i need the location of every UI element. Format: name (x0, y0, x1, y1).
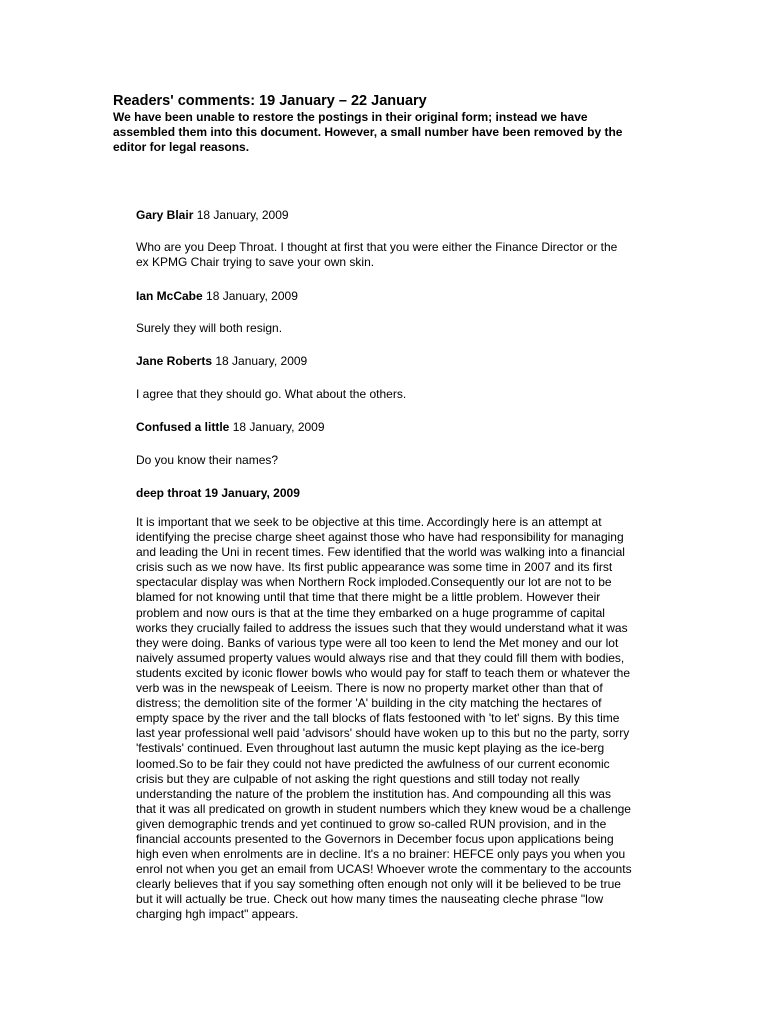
comment-line: charging hgh impact" appears. (136, 907, 299, 922)
comment-body (136, 515, 632, 923)
comment-line: crisis such as we now have. Its first public appearance was some time in 2007 and its first (136, 560, 613, 575)
comment-header (136, 486, 300, 501)
comment-line: understanding the nature of the problem the institution has. And compounding all this was (136, 786, 611, 801)
comment-line: naively assumed property values would always rise and that they could fill them with bodies, (136, 650, 625, 665)
comment-line: It is important that we seek to be objective at this time. Accordingly here is an attempt at (136, 515, 602, 529)
comment-line: last year professional well paid 'advisors' should have woken up to this but no the party, sorry (136, 726, 630, 741)
comment-author: Jane Roberts (136, 354, 213, 368)
comment-line: clearly believes that if you say something often enough not only will it be believed to be true (136, 877, 621, 892)
intro-line: editor for legal reasons. (113, 140, 250, 154)
comment-date: 18 January, 2009 (232, 420, 325, 434)
comment-line: financial accounts presented to the Governors in December focus upon applications being (136, 831, 614, 846)
comment-header (136, 208, 289, 223)
comment-header (136, 420, 325, 435)
comment-line: Surely they will both resign. (136, 321, 283, 335)
comment-line: crisis but they are culpable of not asking the right questions and still today not really (136, 771, 580, 786)
comment-line: students excited by iconic flower bowls who would pay for staff to teach them or whatever the (136, 665, 631, 680)
comment-body (136, 240, 617, 270)
intro-line: We have been unable to restore the postings in their original form; instead we have (113, 110, 588, 124)
comment-line: high even when enrolments are in decline. It's a no brainer: HEFCE only pays you when you (136, 847, 626, 862)
comment-line: ex KPMG Chair trying to save your own skin. (136, 255, 375, 270)
comment-line: works they crucially failed to address the issues such that they would understand what it was (136, 620, 628, 635)
comment-body (136, 321, 282, 336)
comment-author: Confused a little (136, 420, 230, 434)
comment-line: that it was all predicated on growth in student numbers which they knew woud be a challenge (136, 801, 631, 816)
intro-line: assembled them into this document. However, a small number have been removed by the (113, 125, 623, 139)
page-title: Readers' comments: 19 January – 22 January (113, 93, 427, 109)
comment-line: but it will actually be true. Check out how many times the nauseating cleche phrase "low (136, 892, 604, 907)
comment-line: verb was in the newspeak of Leeism. There is now no property market other than that of (136, 681, 603, 696)
comment-author: Ian McCabe (136, 289, 203, 303)
comment-header (136, 354, 307, 369)
comment-line: blamed for not knowing until that time that there might be a little problem. However their (136, 590, 601, 605)
comment-line: identifying the precise charge sheet against those who have had responsibility for managing (136, 530, 624, 545)
comment-date: 18 January, 2009 (215, 354, 308, 368)
comment-body (136, 387, 406, 402)
comment-line: I agree that they should go. What about the others. (136, 387, 407, 401)
comment-date: 19 January, 2009 (204, 486, 300, 500)
comment-date: 18 January, 2009 (196, 208, 289, 222)
comment-line: given demographic trends and yet continued to grow so-called RUN provision, and in the (136, 816, 607, 831)
comment-line: Who are you Deep Throat. I thought at first that you were either the Finance Director or the (136, 240, 618, 254)
comment-line: they were doing. Banks of various type were all too keen to lend the Met money and our lot (136, 635, 619, 650)
comment-line: empty space by the river and the tall blocks of flats festooned with 'to let' signs. By this time (136, 711, 620, 726)
comment-author: deep throat (136, 486, 202, 500)
comment-date: 18 January, 2009 (206, 289, 298, 303)
comment-line: and leading the Uni in recent times. Few identified that the world was walking into a financial (136, 545, 625, 560)
comment-line: spectacular display was when Northern Rock imploded.Consequently our lot are not to be (136, 575, 612, 590)
comment-line: Do you know their names? (136, 453, 279, 467)
intro-note (113, 110, 663, 155)
comment-line: problem and now ours is that at the time they embarked on a huge programme of capital (136, 605, 605, 620)
comment-line: loomed.So to be fair they could not have predicted the awfulness of our current economic (136, 756, 610, 771)
comment-line: enrol not when you get an email from UCAS! Whoever wrote the commentary to the accounts (136, 862, 632, 877)
comment-header (136, 289, 298, 304)
comment-line: 'festivals' continued. Even throughout last autumn the music kept playing as the ice-berg (136, 741, 605, 756)
comment-body (136, 453, 278, 468)
comment-line: distress; the demolition site of the former 'A' building in the city matching the hectares of (136, 696, 602, 711)
comment-author: Gary Blair (136, 208, 194, 222)
